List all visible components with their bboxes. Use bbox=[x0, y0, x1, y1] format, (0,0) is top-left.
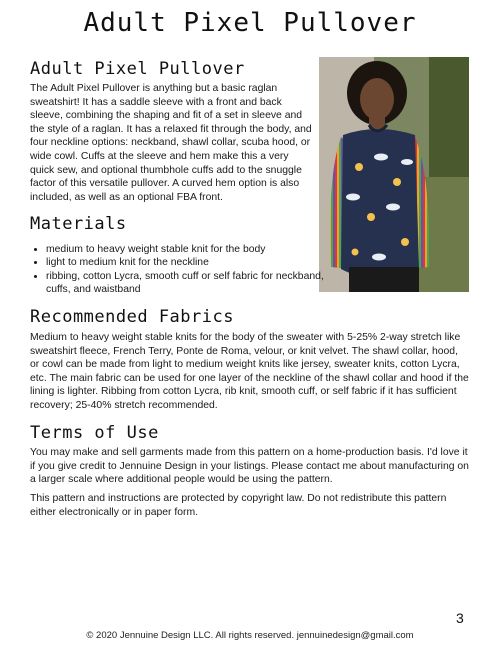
materials-item: • medium to heavy weight stable knit for the body bbox=[46, 243, 326, 256]
materials-heading: Materials bbox=[30, 214, 127, 234]
terms-heading: Terms of Use bbox=[30, 423, 159, 443]
intro-heading: Adult Pixel Pullover bbox=[30, 59, 245, 79]
page-number: 3 bbox=[456, 610, 464, 626]
intro-paragraph: The Adult Pixel Pullover is anything but a basic raglan sweatshirt! It has a saddle sleeve with a front and back sleeve, combining the shaping and fit of a set in sleeve and the style of a raglan. It has a relaxed fit through the body, and four neckline options: neckband, shawl collar, scuba hood, or wide cowl. Cuffs at the sleeve and hem make this a very quick sew, and optional thumbhole cuffs add to the snuggle factor of this versatile pullover. A curved hem option is also included, as well as an optional FBA front. bbox=[30, 83, 312, 203]
terms-paragraph-2: This pattern and instructions are protected by copyright law. Do not redistribute this pattern either electronically or in paper form. bbox=[30, 493, 447, 518]
materials-item: • ribbing, cotton Lycra, smooth cuff or self fabric for neckband, cuffs, and waistband bbox=[46, 270, 326, 297]
page-title: Adult Pixel Pullover bbox=[83, 8, 417, 38]
materials-item: • light to medium knit for the neckline bbox=[46, 256, 326, 269]
footer: © 2020 Jennuine Design LLC. All rights reserved. jennuinedesign@gmail.com bbox=[86, 630, 414, 641]
fabrics-heading: Recommended Fabrics bbox=[30, 307, 234, 327]
fabrics-paragraph: Medium to heavy weight stable knits for the body of the sweater with 5-25% 2-way stretch like sweatshirt fleece, French Terry, Ponte de Roma, velour, or knit velvet. The shawl collar, hood, or cowl can be made from light to medium weight knits like jersey, sweater knits, cotton Lycra, etc. The main fabric can be used for one layer of the neckline of the shawl collar and hood if the lining is lighter. Ribbing from cotton Lycra, rib knit, smooth cuff, or self fabric if it has sufficient recovery; 25-40% stretch recommended. bbox=[30, 332, 469, 411]
materials-list bbox=[30, 243, 326, 297]
model-photo bbox=[319, 57, 469, 292]
terms-paragraph-1: You may make and sell garments made from this pattern on a home-production basis. I'd love it if you give credit to Jennuine Design in your listings. Please contact me about manufacturing on a larger scale where additional people would be using the pattern. bbox=[30, 447, 469, 486]
